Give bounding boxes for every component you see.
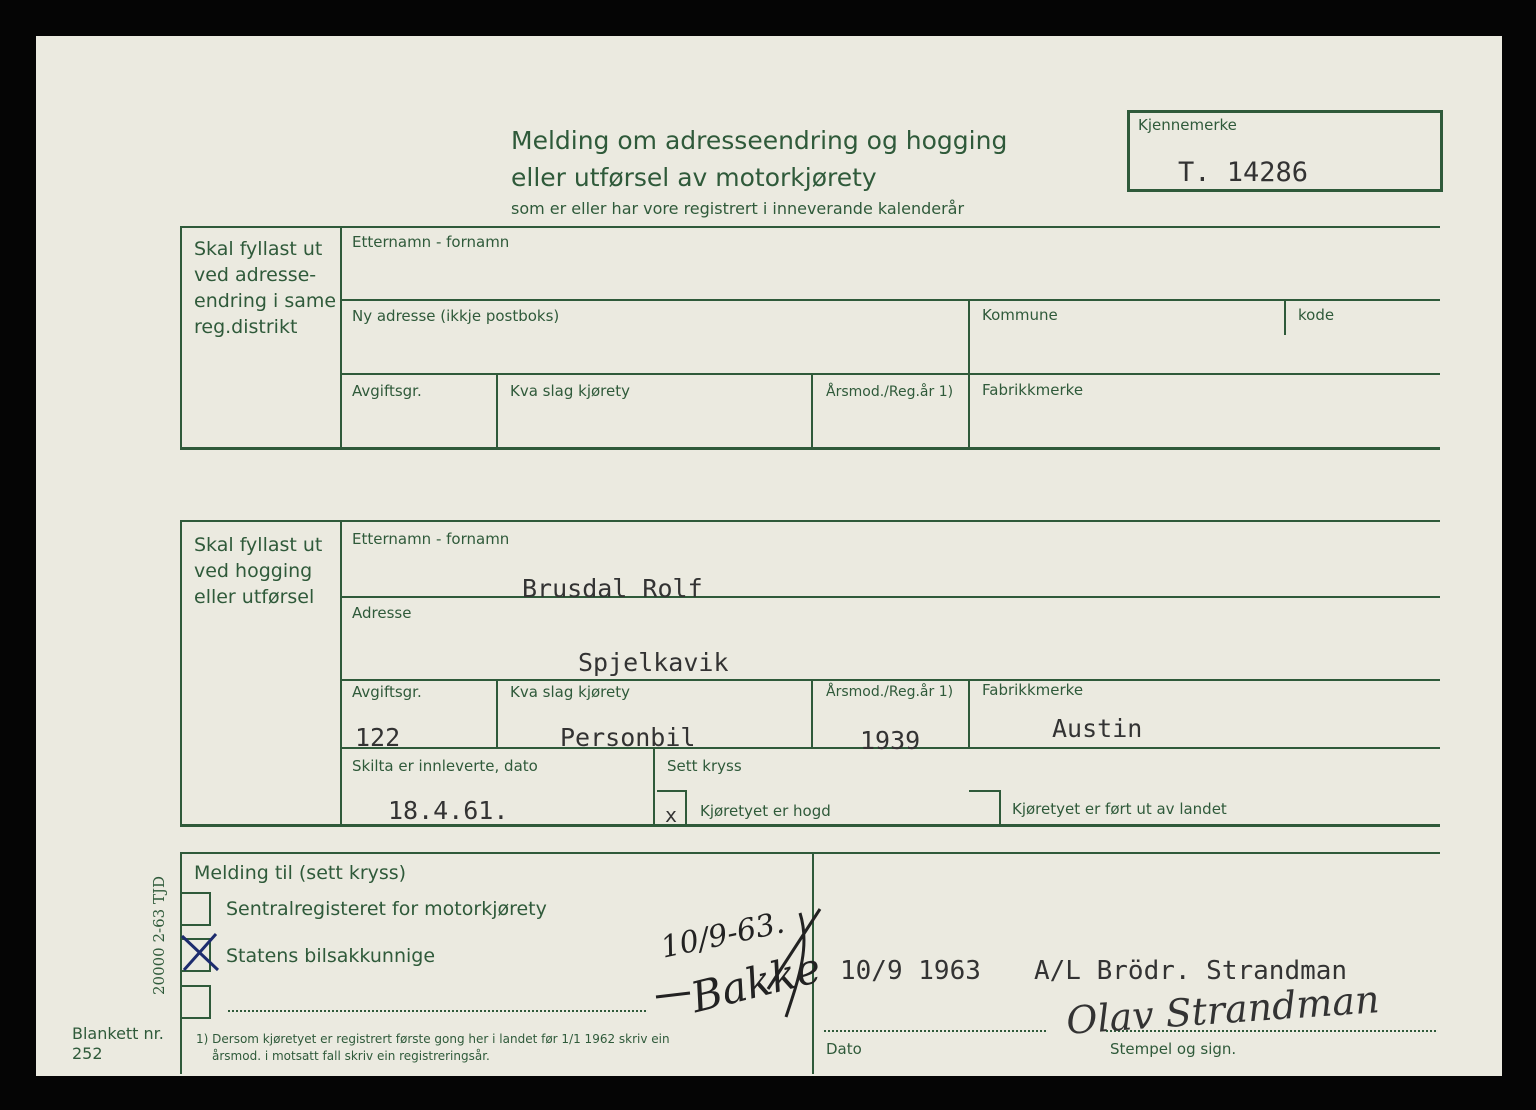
statens-cross-mark — [178, 932, 224, 974]
s2-kva-slag-value: Personbil — [560, 723, 696, 752]
s1-avgiftsgr-label: Avgiftsgr. — [352, 382, 422, 400]
side-code: 20000 2-63 TJD — [150, 876, 168, 995]
sentralregister-checkbox[interactable] — [182, 892, 211, 926]
dato-stamp: 10/9 1963 — [840, 956, 981, 986]
s1-adresse-label: Ny adresse (ikkje postboks) — [352, 307, 560, 325]
s2-arsmod-label: Årsmod./Reg.år 1) — [826, 684, 954, 700]
handwritten-initials: Bakke — [686, 942, 826, 1023]
s2-arsmod-value: 1939 — [860, 726, 921, 755]
blankett-line2: 252 — [72, 1044, 103, 1063]
handwritten-strokes — [650, 905, 860, 1025]
kjennemerke-value: T. 14286 — [1178, 157, 1309, 188]
s2-fabrikkmerke-value: Austin — [1052, 714, 1143, 743]
s2-adresse-value: Spjelkavik — [578, 648, 729, 677]
dato-label: Dato — [826, 1040, 862, 1058]
section1-heading: Skal fyllast ut ved adresse- endring i same reg.distrikt — [194, 238, 337, 338]
fort-ut-label: Kjøretyet er ført ut av landet — [1012, 800, 1227, 818]
s1-kommune-label: Kommune — [982, 306, 1058, 324]
section2-heading: Skal fyllast ut ved hogging eller utførsel — [194, 534, 323, 608]
s2-skilta-label: Skilta er innleverte, dato — [352, 757, 538, 775]
fort-ut-checkbox[interactable] — [969, 790, 1001, 825]
s2-avgiftsgr-label: Avgiftsgr. — [352, 683, 422, 701]
form-title-line2: eller utførsel av motorkjørety — [511, 163, 877, 192]
hogd-checkbox-mark: x — [665, 803, 678, 827]
sentralregister-label: Sentralregisteret for motorkjørety — [226, 898, 547, 920]
s2-kva-slag-label: Kva slag kjørety — [510, 683, 630, 701]
s2-etternamn-label: Etternamn - fornamn — [352, 530, 510, 548]
s2-avgiftsgr-value: 122 — [355, 723, 401, 752]
footnote-line2: årsmod. i motsatt fall skriv ein registreringsår. — [212, 1049, 490, 1063]
statens-label: Statens bilsakkunnige — [226, 945, 436, 967]
s1-fabrikkmerke-label: Fabrikkmerke — [982, 381, 1084, 399]
stempel-label: Stempel og sign. — [1110, 1040, 1237, 1058]
s2-skilta-value: 18.4.61. — [388, 796, 509, 825]
hogd-label: Kjøretyet er hogd — [700, 802, 831, 820]
s1-arsmod-label: Årsmod./Reg.år 1) — [826, 384, 954, 400]
s2-etternamn-value: Brusdal Rolf — [522, 574, 703, 603]
other-checkbox[interactable] — [182, 985, 211, 1019]
stempel-stamp: A/L Brödr. Strandman — [1034, 956, 1348, 986]
form-title-line1: Melding om adresseendring og hogging — [511, 126, 1008, 155]
blankett-line1: Blankett nr. — [72, 1024, 164, 1043]
s1-etternamn-label: Etternamn - fornamn — [352, 233, 510, 251]
s2-fabrikkmerke-label: Fabrikkmerke — [982, 681, 1084, 699]
s2-sett-kryss-label: Sett kryss — [667, 757, 742, 775]
s1-kva-slag-label: Kva slag kjørety — [510, 382, 630, 400]
section3-heading: Melding til (sett kryss) — [194, 862, 407, 884]
form-subtitle: som er eller har vore registrert i inneverande kalenderår — [511, 199, 965, 218]
s2-adresse-label: Adresse — [352, 604, 412, 622]
handwritten-date: 10/9-63. — [657, 905, 788, 966]
other-dotted-line — [228, 1010, 646, 1012]
kjennemerke-label: Kjennemerke — [1138, 116, 1237, 134]
dato-dotted-line — [824, 1030, 1046, 1032]
handwritten-signature: Olav Strandman — [1064, 977, 1381, 1043]
footnote-line1: 1) Dersom kjøretyet er registrert første gong her i landet før 1/1 1962 skriv ein — [196, 1032, 670, 1046]
s1-kode-label: kode — [1298, 306, 1335, 324]
